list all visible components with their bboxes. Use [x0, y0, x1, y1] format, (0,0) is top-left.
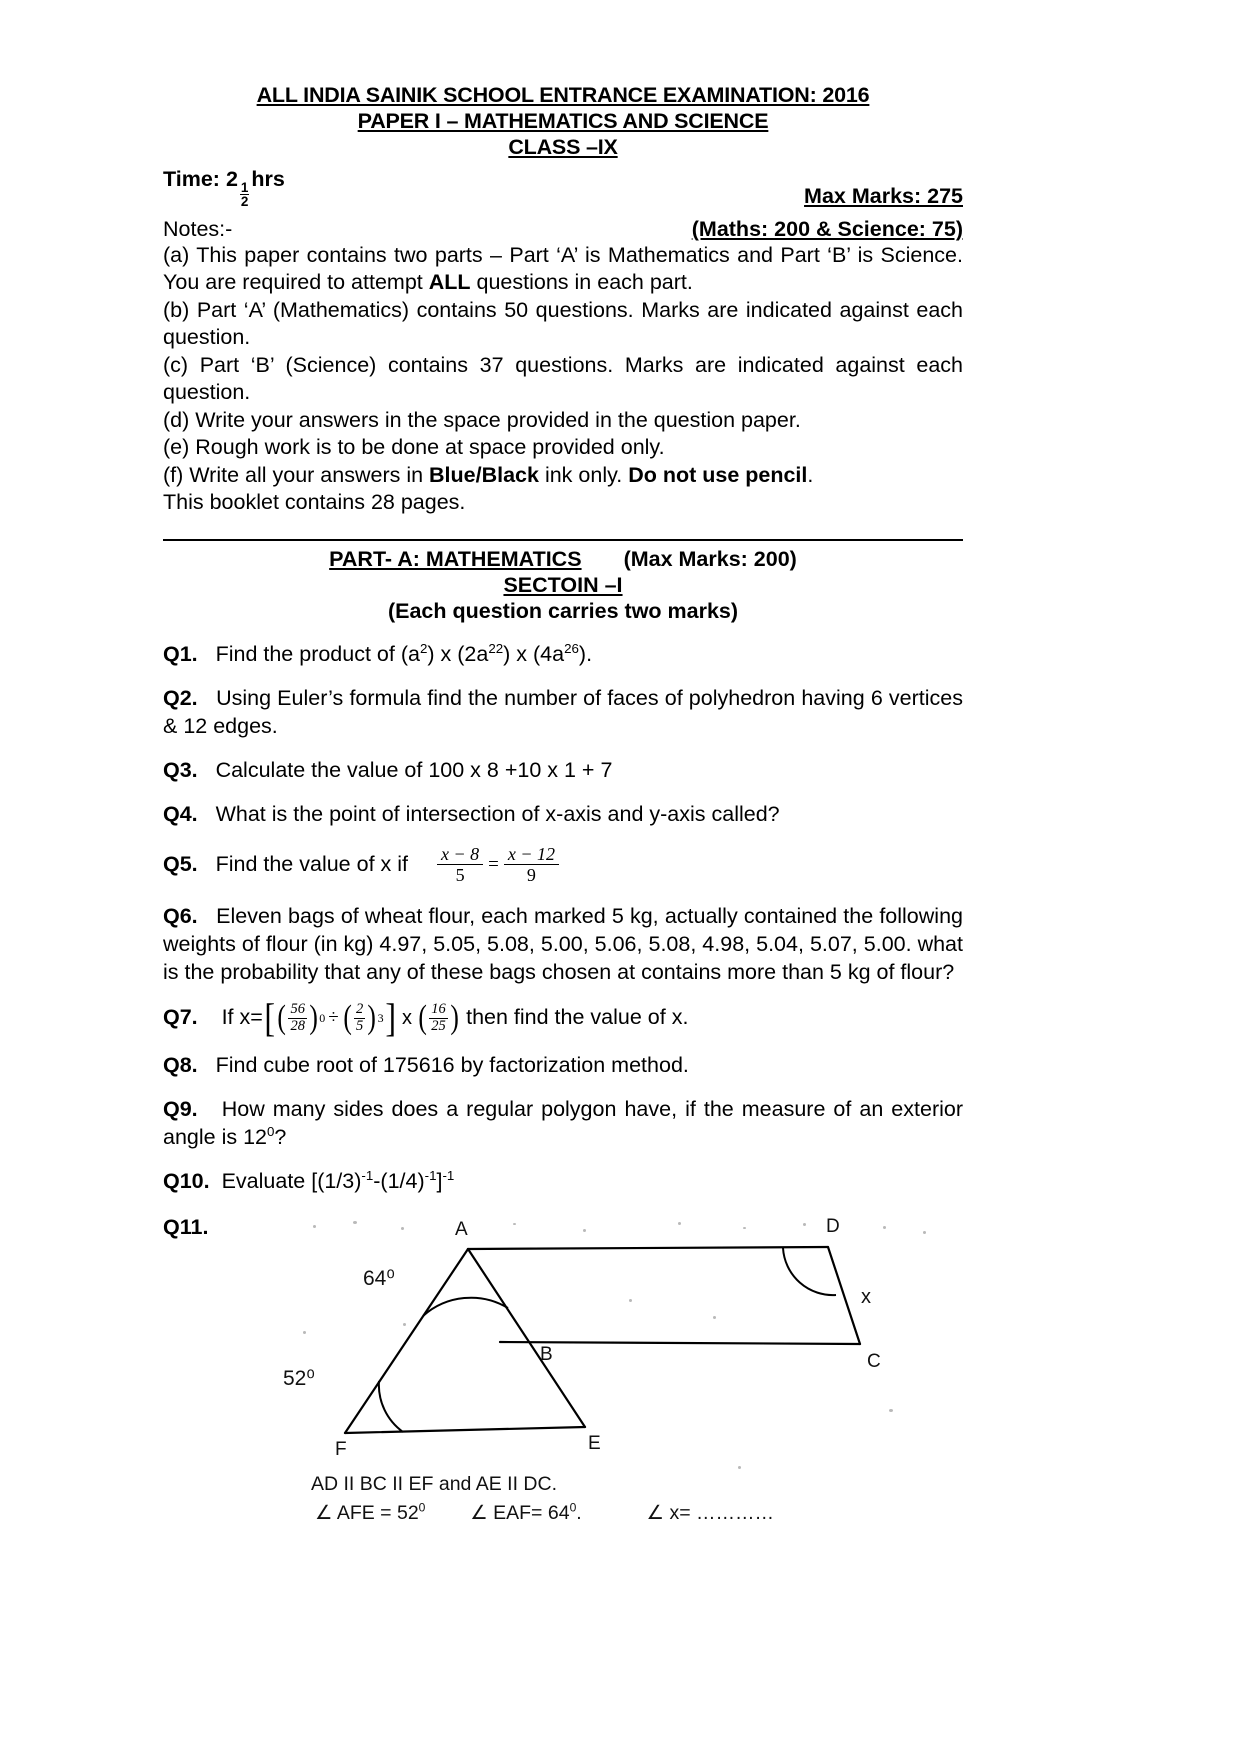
q7-f1-numerator: 56	[290, 1001, 305, 1018]
scan-speck	[678, 1222, 681, 1225]
diagram-caption-line-2	[315, 1501, 774, 1525]
q5-lhs-fraction	[437, 844, 483, 886]
note-item-b: (b) Part ‘A’ (Mathematics) contains 50 questions. Marks are indicated against each question.	[163, 297, 963, 350]
q7-f3-denominator: 25	[431, 1017, 446, 1034]
question-q1-number: Q1.	[163, 641, 198, 666]
time-marks-row	[163, 167, 963, 209]
diagram-label-F: F	[335, 1438, 347, 1460]
scan-speck	[803, 1223, 806, 1226]
question-q5-text: Find the value of x if	[215, 851, 408, 876]
question-q10	[163, 1167, 963, 1195]
scan-speck	[313, 1225, 316, 1228]
time-allowed	[163, 167, 285, 209]
section-divider	[163, 539, 963, 541]
part-a-heading-row	[163, 547, 963, 572]
time-unit: hrs	[251, 167, 285, 191]
question-q4-number: Q4.	[163, 801, 198, 826]
caption-x-blank: ∠ x= …………	[646, 1501, 775, 1524]
q7-f2-numerator: 2	[356, 1001, 364, 1018]
note-f-mid: ink only.	[538, 462, 629, 487]
segment-AE	[468, 1249, 585, 1427]
section-marks-note: (Each question carries two marks)	[387, 598, 739, 623]
q5-rhs-denominator: 9	[504, 864, 559, 886]
q9-pre: How many sides does a regular polygon have, if the measure of an exterior angle is 12	[163, 1096, 963, 1149]
scan-speck	[923, 1231, 926, 1234]
diagram-label-C: C	[867, 1350, 881, 1372]
question-q9-text	[163, 1097, 963, 1149]
question-q3-text: Calculate the value of 100 x 8 +10 x 1 + 7	[215, 757, 613, 782]
q7-close-bracket: ]	[384, 995, 396, 1041]
section-heading	[163, 572, 963, 598]
q7-close-paren-1: )	[309, 999, 318, 1037]
scan-speck	[303, 1331, 306, 1334]
q7-expression	[263, 995, 460, 1041]
q1-mid-1: ) x (2a	[427, 641, 489, 666]
q7-multiply-operator: x	[401, 1007, 412, 1030]
note-f-bold-ink: Blue/Black	[429, 462, 539, 487]
angle-arc-A	[423, 1298, 508, 1316]
scan-speck	[743, 1227, 746, 1229]
scan-speck	[738, 1466, 741, 1469]
booklet-pages-note: This booklet contains 28 pages.	[163, 490, 466, 515]
q5-rhs-numerator: x − 12	[507, 843, 555, 864]
time-whole: 2	[225, 167, 238, 191]
exam-title-line-1	[163, 82, 963, 108]
angle-arc-F	[379, 1381, 403, 1432]
q7-pre: If x=	[221, 1005, 263, 1030]
q7-f2-denominator: 5	[356, 1017, 364, 1034]
question-q2-text: Using Euler’s formula find the number of faces of polyhedron having 6 vertices & 12 edges.	[163, 685, 963, 738]
note-item-a	[163, 242, 963, 297]
note-f-post: .	[807, 462, 814, 487]
marks-distribution: (Maths: 200 & Science: 75)	[691, 216, 963, 241]
question-q10-text	[222, 1169, 455, 1193]
q7-close-paren-2: )	[367, 999, 377, 1037]
scan-speck	[629, 1299, 632, 1302]
note-item-d: (d) Write your answers in the space provided in the question paper.	[163, 407, 801, 432]
q9-post: ?	[274, 1124, 287, 1149]
question-q4-text: What is the point of intersection of x-axis and y-axis called?	[215, 801, 780, 826]
q10-pre: Evaluate [(1/3)	[221, 1168, 362, 1193]
question-q4	[163, 800, 963, 828]
q7-exponent-2: 3	[377, 1011, 384, 1026]
q1-mid-2: ) x (4a	[503, 641, 565, 666]
question-q6-number: Q6.	[163, 904, 198, 929]
q7-open-paren-1: (	[277, 999, 287, 1037]
diagram-angle-52: 52⁰	[283, 1366, 315, 1390]
note-a-pre: (a) This paper contains two parts – Part ‘A’ is Mathematics and Part ‘B’ is Science. You are required to attempt	[163, 242, 963, 295]
diagram-label-D: D	[826, 1215, 840, 1237]
caption-eaf-degree: 0	[569, 1500, 577, 1515]
segment-AD	[468, 1247, 828, 1249]
q7-f3-numerator: 16	[431, 1001, 446, 1018]
notes-label: Notes:-	[163, 216, 233, 241]
q5-lhs-numerator: x − 8	[441, 843, 480, 864]
scan-speck	[583, 1229, 586, 1232]
q7-open-paren-2: (	[343, 999, 352, 1037]
max-marks: Max Marks: 275	[804, 183, 963, 208]
question-q3-number: Q3.	[163, 757, 198, 782]
question-q7-number: Q7.	[163, 1005, 198, 1030]
time-label: Time:	[163, 167, 220, 191]
q1-post: ).	[578, 641, 593, 666]
scan-speck	[889, 1409, 893, 1412]
note-item-c: (c) Part ‘B’ (Science) contains 37 questions. Marks are indicated against each question.	[163, 352, 963, 405]
scan-speck	[403, 1323, 406, 1326]
q10-mid-2: ]	[436, 1168, 443, 1193]
q7-close-paren-3: )	[450, 999, 459, 1037]
scan-speck	[883, 1226, 886, 1229]
q11-diagram-svg	[283, 1211, 963, 1511]
q10-exponent-2: -1	[424, 1167, 437, 1183]
class-text: CLASS –IX	[508, 135, 618, 159]
diagram-caption-line-1: AD II BC II EF and AE II DC.	[311, 1472, 557, 1495]
question-q8-number: Q8.	[163, 1052, 198, 1077]
q7-post: then find the value of x.	[466, 1005, 689, 1030]
q10-exponent-1: -1	[361, 1167, 374, 1183]
scan-speck	[353, 1221, 357, 1224]
question-q7	[163, 995, 963, 1041]
exam-title-text: ALL INDIA SAINIK SCHOOL ENTRANCE EXAMINATION: 2016	[256, 83, 870, 107]
note-item-f	[163, 462, 963, 490]
question-q6	[163, 902, 963, 986]
exam-title-line-2	[163, 108, 963, 134]
part-a-max-marks: (Max Marks: 200)	[623, 546, 797, 571]
caption-eaf-post: .	[576, 1501, 582, 1524]
question-q5	[163, 844, 963, 886]
note-item-e: (e) Rough work is to be done at space provided only.	[163, 435, 665, 460]
q5-lhs-denominator: 5	[437, 864, 483, 886]
question-q1-text	[216, 642, 592, 666]
note-f-bold-pencil: Do not use pencil	[628, 462, 808, 487]
diagram-label-A: A	[455, 1218, 468, 1240]
question-q7-text	[221, 995, 689, 1041]
q10-mid: -(1/4)	[373, 1168, 425, 1193]
note-a-bold: ALL	[428, 270, 471, 295]
exam-title-line-3	[163, 134, 963, 160]
question-q8-text: Find cube root of 175616 by factorization method.	[215, 1052, 689, 1077]
q1-exponent-3: 26	[564, 640, 579, 656]
q7-f1-denominator: 28	[290, 1017, 305, 1034]
diagram-label-x: x	[861, 1285, 871, 1308]
segment-BC	[500, 1342, 860, 1344]
angle-arc-D	[783, 1248, 836, 1295]
q10-exponent-3: -1	[442, 1167, 455, 1183]
paper-subject-text: PAPER I – MATHEMATICS AND SCIENCE	[357, 109, 769, 133]
time-fraction-denominator: 2	[240, 194, 249, 210]
question-q1	[163, 640, 963, 668]
q7-fraction-2	[354, 1002, 365, 1035]
q5-equals-sign: =	[488, 853, 499, 875]
q7-fraction-1	[288, 1002, 307, 1035]
q7-fraction-3	[429, 1002, 448, 1035]
question-q8	[163, 1051, 963, 1079]
scan-speck	[513, 1223, 516, 1225]
q7-open-paren-3: (	[418, 999, 427, 1037]
question-q3	[163, 756, 963, 784]
question-q11-number: Q11.	[163, 1214, 209, 1239]
q1-exponent-1: 2	[419, 640, 428, 656]
question-q2-number: Q2.	[163, 685, 198, 710]
question-q5-number: Q5.	[163, 851, 198, 876]
time-fraction	[240, 181, 250, 209]
time-fraction-numerator: 1	[240, 179, 249, 195]
q7-divide-operator: ÷	[328, 1007, 339, 1029]
q7-exponent-1: 0	[319, 1011, 326, 1026]
section-title: SECTOIN –I	[503, 572, 623, 597]
question-q2	[163, 684, 963, 740]
segment-FE	[345, 1427, 585, 1433]
caption-afe-degree: 0	[418, 1500, 426, 1515]
q1-exponent-2: 22	[488, 640, 504, 656]
note-a-post: questions in each part.	[470, 270, 693, 295]
q5-equation	[434, 844, 562, 886]
scan-speck	[401, 1227, 404, 1230]
notes-header-row	[163, 217, 963, 242]
question-q9	[163, 1095, 963, 1151]
part-a-title: PART- A: MATHEMATICS	[329, 546, 582, 571]
q9-degree-symbol: 0	[267, 1123, 275, 1139]
question-q9-number: Q9.	[163, 1096, 198, 1121]
diagram-label-B: B	[540, 1343, 553, 1365]
scan-speck	[713, 1316, 716, 1319]
caption-afe: ∠ AFE = 52	[315, 1501, 419, 1524]
caption-eaf: ∠ EAF= 64	[470, 1501, 570, 1524]
diagram-angle-64: 64⁰	[363, 1266, 395, 1290]
diagram-label-E: E	[588, 1432, 601, 1454]
q11-geometry-diagram	[283, 1211, 1083, 1531]
q7-open-bracket: [	[264, 995, 275, 1041]
q5-rhs-fraction	[504, 844, 559, 886]
page-content	[163, 82, 963, 1531]
note-f-pre: (f) Write all your answers in	[163, 462, 430, 487]
q1-pre: Find the product of (a	[215, 641, 420, 666]
question-q10-number: Q10.	[163, 1168, 210, 1193]
question-q6-text: Eleven bags of wheat flour, each marked 5 kg, actually contained the following weights of flour (in kg) 4.97, 5.05, 5.08, 5.00, 5.06, 5.08, 4.98, 5.04, 5.07, 5.00. what is the probability that any of these bags chosen at contains more than 5 kg of flour?	[163, 904, 963, 985]
